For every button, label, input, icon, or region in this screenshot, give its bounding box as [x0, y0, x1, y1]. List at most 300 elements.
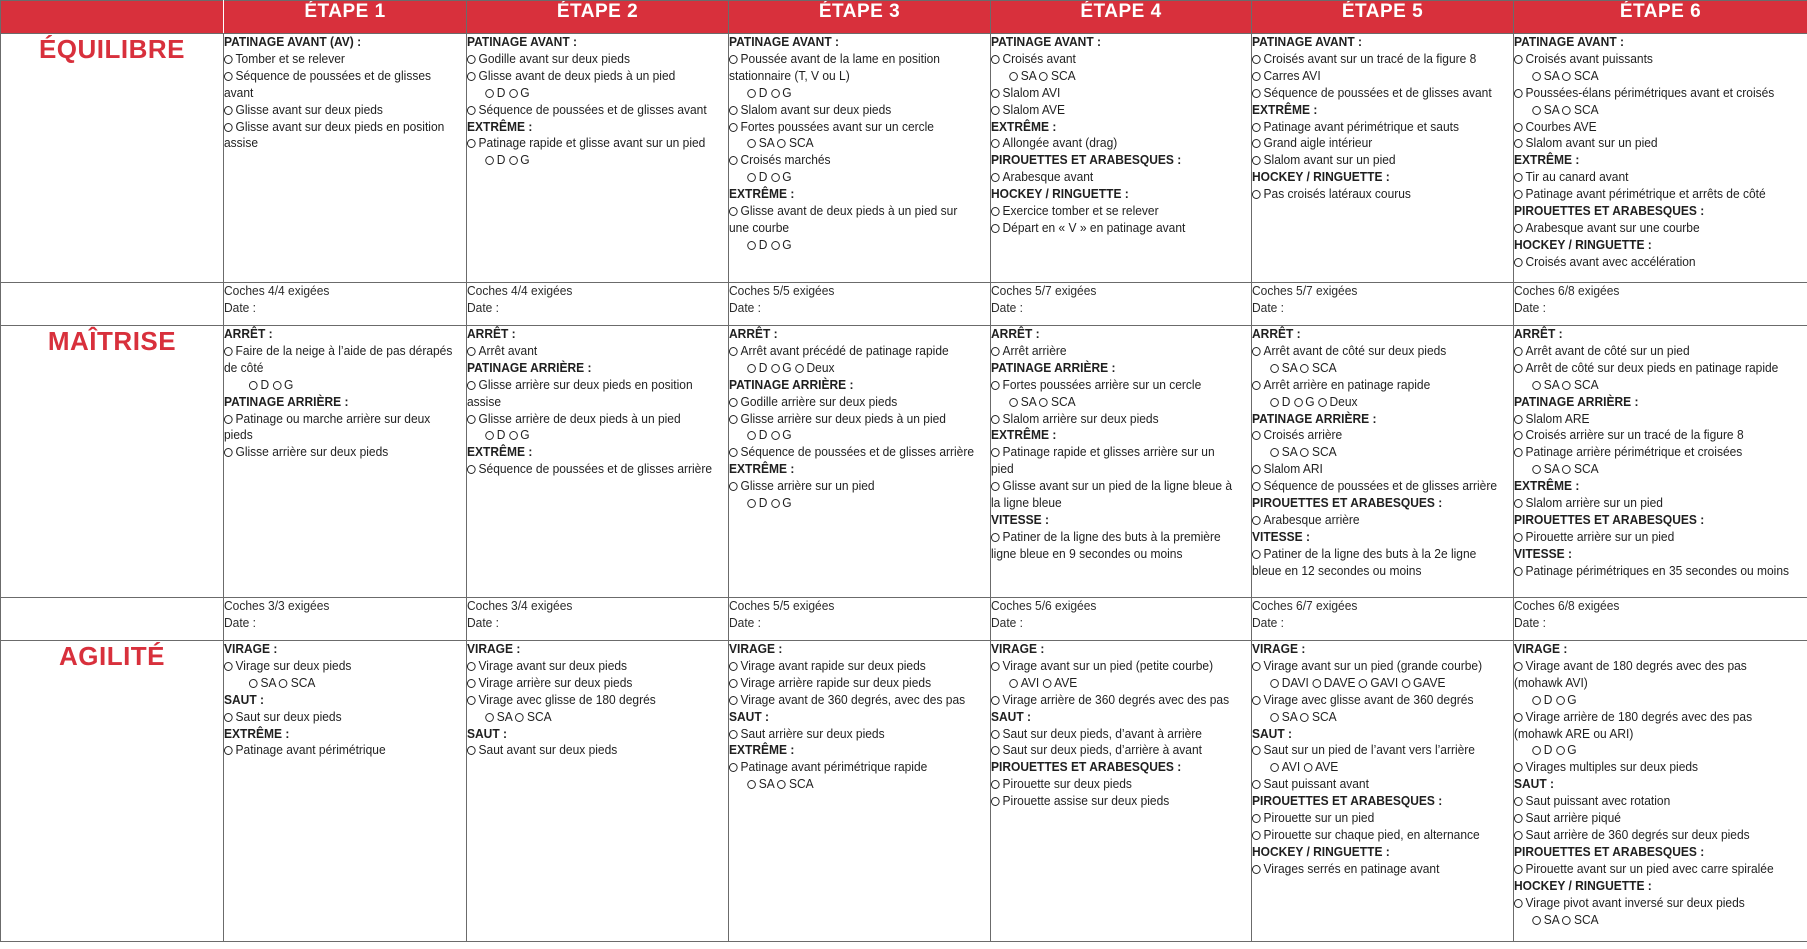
tally-row-maitrise — [1, 598, 1807, 641]
checkbox-circle-icon[interactable] — [485, 431, 494, 440]
skill-category-heading: VIRAGE : — [729, 642, 783, 656]
checkbox-circle-icon[interactable] — [485, 713, 494, 722]
skill-category-heading: HOCKEY / RINGUETTE : — [991, 187, 1129, 202]
skill-item: Virage arrière sur deux pieds — [467, 675, 718, 692]
skill-category-heading: PIROUETTES ET ARABESQUES : — [1252, 794, 1443, 809]
skill-item: Virage avant sur deux pieds — [467, 658, 718, 675]
checkbox-circle-icon[interactable] — [1359, 679, 1368, 688]
checkbox-circle-icon[interactable] — [1252, 431, 1261, 440]
date-label: Date : — [467, 615, 500, 630]
option-label: G — [1567, 743, 1577, 758]
checkbox-circle-icon[interactable] — [467, 746, 476, 755]
option-label: G — [782, 85, 792, 100]
checkbox-circle-icon[interactable] — [729, 207, 738, 216]
checkbox-circle-icon[interactable] — [1532, 746, 1541, 755]
checkbox-circle-icon[interactable] — [1270, 364, 1279, 373]
date-label: Date : — [1252, 615, 1285, 630]
checkbox-circle-icon[interactable] — [991, 347, 1000, 356]
checkbox-circle-icon[interactable] — [1252, 814, 1261, 823]
checkbox-circle-icon[interactable] — [729, 482, 738, 491]
checkbox-circle-icon[interactable] — [1252, 465, 1261, 474]
checkbox-circle-icon[interactable] — [1562, 106, 1571, 115]
checkbox-circle-icon[interactable] — [224, 72, 233, 81]
skill-options — [729, 169, 980, 186]
skill-options — [1514, 742, 1795, 759]
checkbox-circle-icon[interactable] — [1402, 679, 1411, 688]
checkbox-circle-icon[interactable] — [509, 156, 518, 165]
skill-item: Carres AVI — [1252, 68, 1503, 85]
checkbox-circle-icon[interactable] — [1252, 123, 1261, 132]
skills-cell — [467, 641, 729, 942]
skill-item: Fortes poussées avant sur un cercle — [729, 119, 980, 136]
checkbox-circle-icon[interactable] — [1532, 465, 1541, 474]
skill-item: Séquence de poussées et de glisses arrière — [1252, 478, 1503, 495]
skill-options — [467, 427, 718, 444]
skill-item: Saut sur deux pieds, d’avant à arrière — [991, 726, 1241, 743]
skill-options — [1514, 461, 1795, 478]
tally-cell — [467, 283, 729, 326]
skill-item: Poussée avant de la lame en position stationnaire (T, V ou L) — [729, 51, 940, 83]
skill-item: Glisse arrière sur deux pieds — [224, 444, 456, 461]
checkbox-circle-icon[interactable] — [747, 431, 756, 440]
skill-item: Patinage rapide et glisses arrière sur un pied — [991, 445, 1215, 477]
checkbox-circle-icon[interactable] — [1514, 763, 1523, 772]
skill-item: Patinage avant périmétrique et sauts — [1252, 119, 1503, 136]
skill-options — [729, 495, 980, 512]
checkbox-circle-icon[interactable] — [485, 89, 494, 98]
skill-options — [991, 675, 1241, 692]
checkbox-circle-icon[interactable] — [1270, 448, 1279, 457]
option-label: G — [520, 85, 530, 100]
checkbox-circle-icon[interactable] — [1252, 696, 1261, 705]
checkbox-circle-icon[interactable] — [1252, 865, 1261, 874]
checkbox-circle-icon[interactable] — [224, 662, 233, 671]
checkbox-circle-icon[interactable] — [249, 381, 258, 390]
checkbox-circle-icon[interactable] — [1514, 224, 1523, 233]
checkbox-circle-icon[interactable] — [991, 780, 1000, 789]
skill-options — [991, 68, 1241, 85]
checkbox-circle-icon[interactable] — [729, 347, 738, 356]
checkbox-circle-icon[interactable] — [1252, 156, 1261, 165]
checkbox-circle-icon[interactable] — [747, 364, 756, 373]
skill-category-heading: EXTRÊME : — [991, 428, 1057, 443]
skills-cell — [224, 326, 467, 598]
checkbox-circle-icon[interactable] — [467, 347, 476, 356]
checkbox-circle-icon[interactable] — [1300, 364, 1309, 373]
checkbox-circle-icon[interactable] — [467, 662, 476, 671]
skill-item: Glisse arrière sur un pied — [729, 478, 980, 495]
tally-required: Coches 5/7 exigées — [1252, 284, 1358, 298]
checkbox-circle-icon[interactable] — [1009, 679, 1018, 688]
skill-item: Godille arrière sur deux pieds — [729, 394, 980, 411]
skill-options — [1514, 102, 1795, 119]
skill-category-heading: PATINAGE AVANT : — [1514, 35, 1624, 49]
skill-item: Virages multiples sur deux pieds — [1514, 759, 1795, 776]
checkbox-circle-icon[interactable] — [729, 696, 738, 705]
checkbox-circle-icon[interactable] — [1318, 398, 1327, 407]
checkbox-circle-icon[interactable] — [747, 780, 756, 789]
checkbox-circle-icon[interactable] — [224, 448, 233, 457]
checkbox-circle-icon[interactable] — [991, 448, 1000, 457]
skill-item: Virage arrière rapide sur deux pieds — [729, 675, 980, 692]
checkbox-circle-icon[interactable] — [729, 156, 738, 165]
option-label: SA — [1543, 377, 1563, 392]
skill-category-heading: PIROUETTES ET ARABESQUES : — [1252, 496, 1443, 511]
checkbox-circle-icon[interactable] — [1514, 797, 1523, 806]
checkbox-circle-icon[interactable] — [224, 713, 233, 722]
skill-category-heading: PATINAGE ARRIÈRE : — [991, 360, 1116, 375]
checkbox-circle-icon[interactable] — [1514, 173, 1523, 182]
checkbox-circle-icon[interactable] — [771, 499, 780, 508]
checkbox-circle-icon[interactable] — [1514, 567, 1523, 576]
skills-cell — [1514, 326, 1807, 598]
checkbox-circle-icon[interactable] — [1514, 814, 1523, 823]
skills-cell — [729, 641, 991, 942]
checkbox-circle-icon[interactable] — [1514, 415, 1523, 424]
date-label: Date : — [729, 300, 762, 315]
skill-options — [1252, 360, 1503, 377]
checkbox-circle-icon[interactable] — [1300, 713, 1309, 722]
checkbox-circle-icon[interactable] — [1252, 55, 1261, 64]
checkbox-circle-icon[interactable] — [729, 679, 738, 688]
checkbox-circle-icon[interactable] — [1252, 72, 1261, 81]
checkbox-circle-icon[interactable] — [515, 713, 524, 722]
checkbox-circle-icon[interactable] — [509, 431, 518, 440]
row-equilibre — [1, 34, 1807, 283]
checkbox-circle-icon[interactable] — [729, 763, 738, 772]
option-label: SCA — [1050, 68, 1076, 83]
skill-item: Tomber et se relever — [224, 51, 456, 68]
checkbox-circle-icon[interactable] — [991, 746, 1000, 755]
checkbox-circle-icon[interactable] — [1312, 679, 1321, 688]
checkbox-circle-icon[interactable] — [771, 364, 780, 373]
checkbox-circle-icon[interactable] — [771, 173, 780, 182]
checkbox-circle-icon[interactable] — [1514, 55, 1523, 64]
checkbox-circle-icon[interactable] — [1252, 746, 1261, 755]
skill-item: Courbes AVE — [1514, 119, 1795, 136]
option-label: SCA — [526, 709, 552, 724]
option-label: SA — [758, 136, 778, 151]
date-label: Date : — [224, 615, 257, 630]
checkbox-circle-icon[interactable] — [1294, 398, 1303, 407]
checkbox-circle-icon[interactable] — [1514, 533, 1523, 542]
skill-category-heading: PIROUETTES ET ARABESQUES : — [1514, 204, 1705, 219]
checkbox-circle-icon[interactable] — [747, 241, 756, 250]
skill-item: Slalom avant sur deux pieds — [729, 102, 980, 119]
checkbox-circle-icon[interactable] — [279, 679, 288, 688]
checkbox-circle-icon[interactable] — [1009, 72, 1018, 81]
date-label: Date : — [1514, 615, 1547, 630]
skills-cell — [224, 641, 467, 942]
checkbox-circle-icon[interactable] — [1514, 448, 1523, 457]
checkbox-circle-icon[interactable] — [991, 696, 1000, 705]
skill-item: Croisés avant puissants — [1514, 51, 1795, 68]
skill-category-heading: ARRÊT : — [224, 327, 273, 341]
skill-item: Saut puissant avec rotation — [1514, 793, 1795, 810]
checkbox-circle-icon[interactable] — [1514, 258, 1523, 267]
skill-options — [1514, 68, 1795, 85]
checkbox-circle-icon[interactable] — [1532, 72, 1541, 81]
checkbox-circle-icon[interactable] — [777, 139, 786, 148]
option-label: SCA — [1311, 709, 1337, 724]
checkbox-circle-icon[interactable] — [1252, 831, 1261, 840]
tally-required: Coches 3/4 exigées — [467, 599, 573, 613]
skill-item: Slalom avant sur un pied — [1252, 152, 1503, 169]
checkbox-circle-icon[interactable] — [272, 381, 281, 390]
skill-item: Patinage avant périmétrique — [224, 742, 456, 759]
checkbox-circle-icon[interactable] — [224, 746, 233, 755]
checkbox-circle-icon[interactable] — [1252, 381, 1261, 390]
tally-required: Coches 6/7 exigées — [1252, 599, 1358, 613]
checkbox-circle-icon[interactable] — [1514, 190, 1523, 199]
option-label: SA — [1281, 445, 1301, 460]
checkbox-circle-icon[interactable] — [1514, 89, 1523, 98]
checkbox-circle-icon[interactable] — [467, 139, 476, 148]
skill-item: Saut arrière sur deux pieds — [729, 726, 980, 743]
skill-category-heading: PATINAGE AVANT : — [1252, 35, 1362, 49]
checkbox-circle-icon[interactable] — [1252, 347, 1261, 356]
skill-category-heading: SAUT : — [991, 709, 1032, 724]
checkbox-circle-icon[interactable] — [1562, 916, 1571, 925]
stage-header-3: ÉTAPE 3 — [729, 1, 991, 34]
skill-options — [729, 427, 980, 444]
checkbox-circle-icon[interactable] — [991, 207, 1000, 216]
checkbox-circle-icon[interactable] — [1252, 550, 1261, 559]
tally-required: Coches 4/4 exigées — [467, 284, 573, 298]
checkbox-circle-icon[interactable] — [1514, 431, 1523, 440]
checkbox-circle-icon[interactable] — [1252, 482, 1261, 491]
checkbox-circle-icon[interactable] — [1252, 89, 1261, 98]
checkbox-circle-icon[interactable] — [1252, 662, 1261, 671]
tally-cell — [467, 598, 729, 641]
checkbox-circle-icon[interactable] — [467, 72, 476, 81]
checkbox-circle-icon[interactable] — [729, 123, 738, 132]
skill-item: Saut avant sur deux pieds — [467, 742, 718, 759]
skill-item: Arrêt arrière — [991, 343, 1241, 360]
checkbox-circle-icon[interactable] — [1532, 106, 1541, 115]
skill-item: Allongée avant (drag) — [991, 135, 1241, 152]
checkbox-circle-icon[interactable] — [1532, 381, 1541, 390]
option-label: G — [782, 496, 792, 511]
skill-item: Glisse avant de deux pieds à un pied — [467, 68, 718, 85]
checkbox-circle-icon[interactable] — [224, 55, 233, 64]
stage-header-2: ÉTAPE 2 — [467, 1, 729, 34]
skill-category-heading: EXTRÊME : — [224, 726, 290, 741]
skill-item: Croisés arrière — [1252, 427, 1503, 444]
checkbox-circle-icon[interactable] — [991, 415, 1000, 424]
checkbox-circle-icon[interactable] — [1556, 746, 1565, 755]
skill-item: Glisse avant sur deux pieds — [224, 102, 456, 119]
skill-category-heading: PIROUETTES ET ARABESQUES : — [1514, 844, 1705, 859]
checkbox-circle-icon[interactable] — [777, 780, 786, 789]
checkbox-circle-icon[interactable] — [991, 797, 1000, 806]
checkbox-circle-icon[interactable] — [1252, 190, 1261, 199]
checkbox-circle-icon[interactable] — [224, 415, 233, 424]
skill-options — [224, 675, 456, 692]
checkbox-circle-icon[interactable] — [991, 139, 1000, 148]
skill-options — [729, 85, 980, 102]
checkbox-circle-icon[interactable] — [1270, 713, 1279, 722]
skill-category-heading: VITESSE : — [1252, 529, 1311, 544]
skill-item: Virage pivot avant inversé sur deux pieds — [1514, 895, 1795, 912]
skill-options — [467, 709, 718, 726]
stage-header-6: ÉTAPE 6 — [1514, 1, 1807, 34]
checkbox-circle-icon[interactable] — [771, 89, 780, 98]
option-label: AVE — [1315, 760, 1339, 775]
option-label: SA — [1543, 102, 1563, 117]
checkbox-circle-icon[interactable] — [1514, 713, 1523, 722]
checkbox-circle-icon[interactable] — [1514, 364, 1523, 373]
checkbox-circle-icon[interactable] — [467, 381, 476, 390]
skills-cell — [467, 326, 729, 598]
checkbox-circle-icon[interactable] — [747, 89, 756, 98]
checkbox-circle-icon[interactable] — [1043, 679, 1052, 688]
checkbox-circle-icon[interactable] — [485, 156, 494, 165]
tally-cell — [729, 283, 991, 326]
checkbox-circle-icon[interactable] — [991, 224, 1000, 233]
tally-spacer — [1, 598, 224, 641]
checkbox-circle-icon[interactable] — [467, 679, 476, 688]
option-label: DAVE — [1323, 675, 1359, 690]
skill-item: Arabesque avant sur une courbe — [1514, 220, 1795, 237]
row-label-equilibre: ÉQUILIBRE — [1, 34, 224, 283]
option-label: D — [758, 360, 771, 375]
checkbox-circle-icon[interactable] — [729, 448, 738, 457]
checkbox-circle-icon[interactable] — [1514, 139, 1523, 148]
skill-item: Croisés avant — [991, 51, 1241, 68]
skill-category-heading: SAUT : — [1514, 777, 1555, 792]
skill-options — [1514, 912, 1795, 929]
skill-category-heading: SAUT : — [729, 709, 770, 724]
checkbox-circle-icon[interactable] — [1009, 398, 1018, 407]
option-label: D — [758, 170, 771, 185]
skill-item: Patinage rapide et glisse avant sur un pied — [467, 135, 718, 152]
checkbox-circle-icon[interactable] — [224, 123, 233, 132]
checkbox-circle-icon[interactable] — [467, 696, 476, 705]
checkbox-circle-icon[interactable] — [249, 679, 258, 688]
checkbox-circle-icon[interactable] — [991, 173, 1000, 182]
checkbox-circle-icon[interactable] — [1532, 696, 1541, 705]
checkbox-circle-icon[interactable] — [795, 364, 804, 373]
checkbox-circle-icon[interactable] — [1532, 916, 1541, 925]
option-label: SA — [1281, 360, 1301, 375]
skill-options — [729, 135, 980, 152]
option-label: SCA — [1311, 445, 1337, 460]
checkbox-circle-icon[interactable] — [1514, 499, 1523, 508]
tally-cell — [224, 598, 467, 641]
checkbox-circle-icon[interactable] — [1514, 865, 1523, 874]
skill-options — [1252, 394, 1503, 411]
checkbox-circle-icon[interactable] — [1270, 679, 1279, 688]
checkbox-circle-icon[interactable] — [991, 106, 1000, 115]
skill-category-heading: VIRAGE : — [991, 642, 1045, 656]
checkbox-circle-icon[interactable] — [1270, 763, 1279, 772]
option-label: SCA — [290, 675, 316, 690]
checkbox-circle-icon[interactable] — [729, 398, 738, 407]
row-label-agilite: AGILITÉ — [1, 641, 224, 942]
skill-item: Patinage arrière périmétrique et croisées — [1514, 444, 1795, 461]
checkbox-circle-icon[interactable] — [1039, 398, 1048, 407]
checkbox-circle-icon[interactable] — [991, 482, 1000, 491]
checkbox-circle-icon[interactable] — [1514, 831, 1523, 840]
checkbox-circle-icon[interactable] — [1514, 662, 1523, 671]
option-label: G — [1567, 692, 1577, 707]
checkbox-circle-icon[interactable] — [729, 55, 738, 64]
checkbox-circle-icon[interactable] — [729, 662, 738, 671]
checkbox-circle-icon[interactable] — [729, 730, 738, 739]
checkbox-circle-icon[interactable] — [1252, 516, 1261, 525]
checkbox-circle-icon[interactable] — [467, 106, 476, 115]
checkbox-circle-icon[interactable] — [1562, 381, 1571, 390]
checkbox-circle-icon[interactable] — [1270, 398, 1279, 407]
skill-item: Saut arrière de 360 degrés sur deux pieds — [1514, 827, 1795, 844]
checkbox-circle-icon[interactable] — [1514, 347, 1523, 356]
checkbox-circle-icon[interactable] — [224, 347, 233, 356]
checkbox-circle-icon[interactable] — [991, 533, 1000, 542]
checkbox-circle-icon[interactable] — [991, 730, 1000, 739]
skill-item: Saut sur un pied de l’avant vers l’arrière — [1252, 742, 1503, 759]
checkbox-circle-icon[interactable] — [1300, 448, 1309, 457]
row-agilite — [1, 641, 1807, 942]
skill-item: Poussées-élans périmétriques avant et croisés — [1514, 85, 1795, 102]
option-label: Deux — [1329, 394, 1358, 409]
checkbox-circle-icon[interactable] — [467, 465, 476, 474]
tally-cell — [991, 283, 1252, 326]
checkbox-circle-icon[interactable] — [467, 415, 476, 424]
checkbox-circle-icon[interactable] — [771, 241, 780, 250]
skill-category-heading: EXTRÊME : — [729, 187, 795, 202]
checkbox-circle-icon[interactable] — [1252, 780, 1261, 789]
option-label: G — [1305, 394, 1318, 409]
checkbox-circle-icon[interactable] — [509, 89, 518, 98]
checkbox-circle-icon[interactable] — [747, 499, 756, 508]
option-label: D — [496, 85, 509, 100]
checkbox-circle-icon[interactable] — [771, 431, 780, 440]
option-label: D — [758, 85, 771, 100]
option-label: SCA — [788, 136, 814, 151]
checkbox-circle-icon[interactable] — [1562, 465, 1571, 474]
checkbox-circle-icon[interactable] — [1304, 763, 1313, 772]
checkbox-circle-icon[interactable] — [224, 106, 233, 115]
skills-cell — [1252, 641, 1514, 942]
date-label: Date : — [224, 300, 257, 315]
checkbox-circle-icon[interactable] — [747, 173, 756, 182]
checkbox-circle-icon[interactable] — [1514, 123, 1523, 132]
checkbox-circle-icon[interactable] — [991, 662, 1000, 671]
option-label: D — [1543, 743, 1556, 758]
checkbox-circle-icon[interactable] — [1562, 72, 1571, 81]
checkbox-circle-icon[interactable] — [467, 55, 476, 64]
date-label: Date : — [729, 615, 762, 630]
tally-cell — [1514, 598, 1807, 641]
option-label: SCA — [1573, 102, 1599, 117]
checkbox-circle-icon[interactable] — [1514, 899, 1523, 908]
checkbox-circle-icon[interactable] — [747, 139, 756, 148]
checkbox-circle-icon[interactable] — [991, 381, 1000, 390]
checkbox-circle-icon[interactable] — [991, 55, 1000, 64]
skill-item: Saut arrière piqué — [1514, 810, 1795, 827]
checkbox-circle-icon[interactable] — [729, 106, 738, 115]
checkbox-circle-icon[interactable] — [1252, 139, 1261, 148]
checkbox-circle-icon[interactable] — [1556, 696, 1565, 705]
checkbox-circle-icon[interactable] — [991, 89, 1000, 98]
checkbox-circle-icon[interactable] — [1039, 72, 1048, 81]
checkbox-circle-icon[interactable] — [729, 415, 738, 424]
skill-item: Faire de la neige à l’aide de pas dérapés de côté — [224, 343, 453, 375]
option-label: G — [520, 153, 530, 168]
date-label: Date : — [1252, 300, 1285, 315]
skill-item: Pirouette sur chaque pied, en alternance — [1252, 827, 1503, 844]
